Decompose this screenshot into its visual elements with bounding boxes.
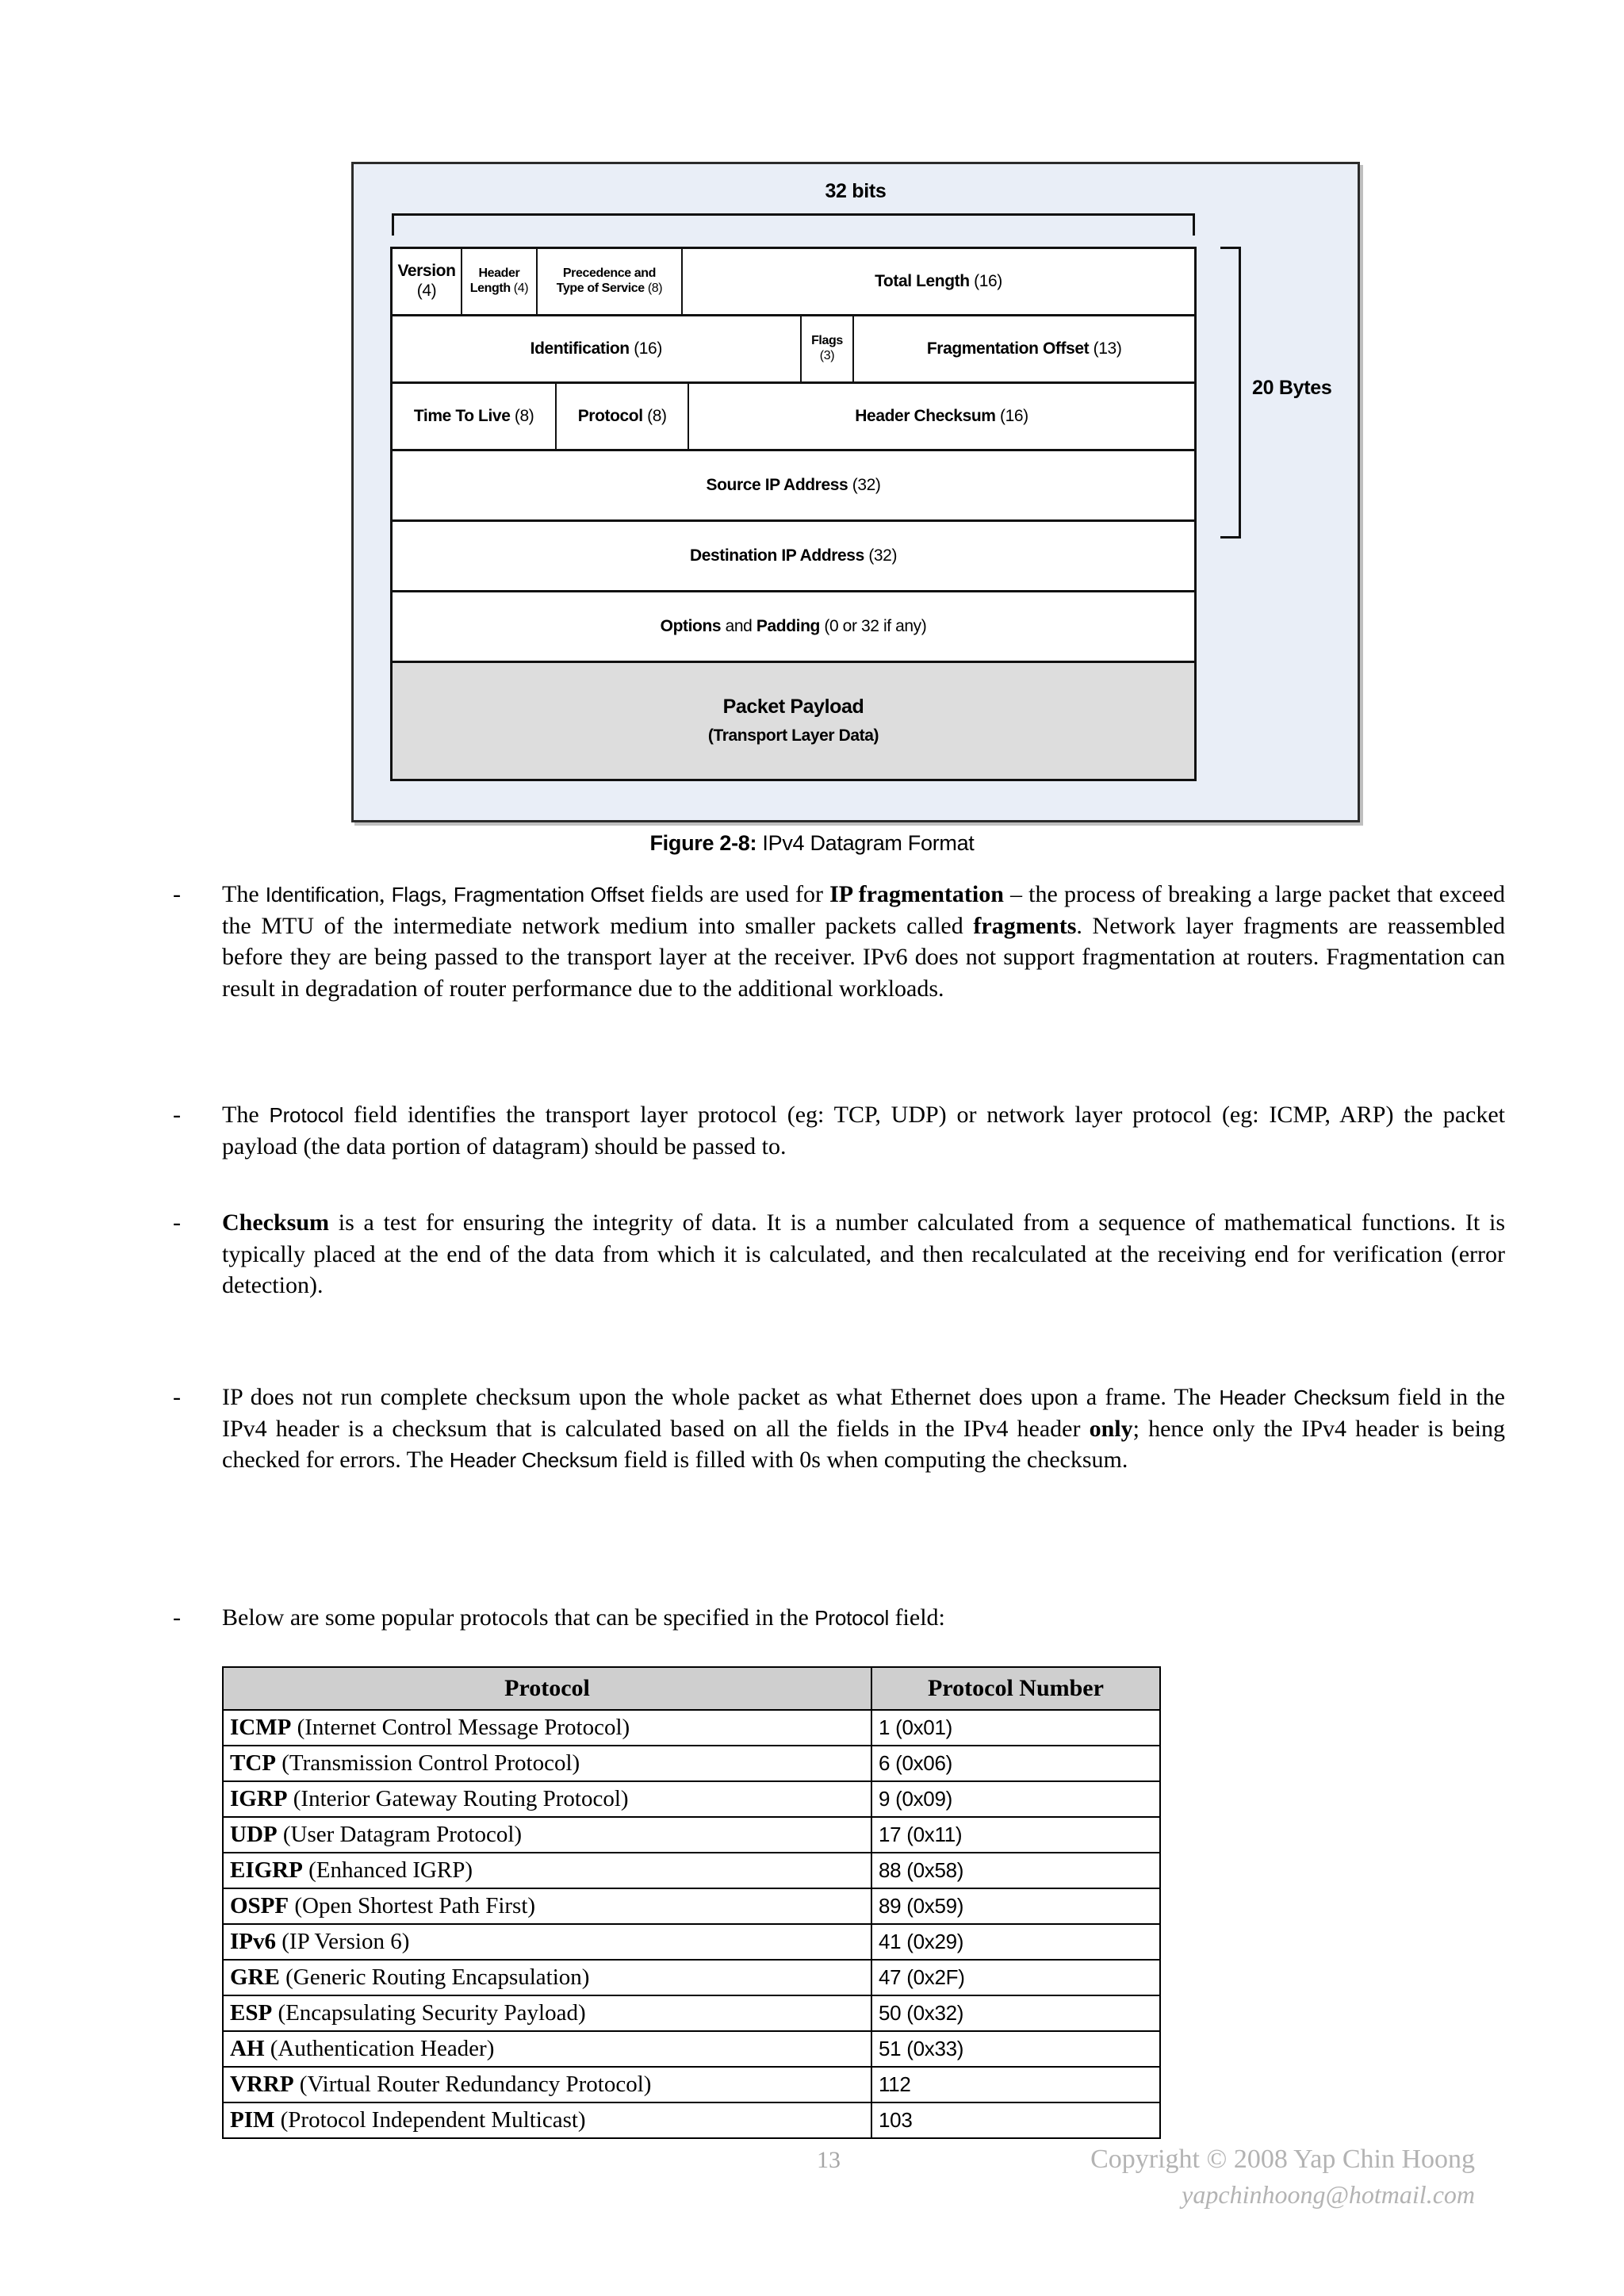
field-source-ip-bits: (32) (852, 475, 881, 494)
protocol-abbr: IGRP (230, 1786, 288, 1811)
field-protocol-bits: (8) (647, 406, 667, 425)
field-total-length-bits: (16) (974, 271, 1002, 290)
cell-protocol-number: 6 (0x06) (871, 1746, 1160, 1781)
field-header-length-bits: (4) (513, 282, 529, 295)
p1-field-flags: Flags (391, 883, 442, 907)
field-identification-bits: (16) (634, 339, 662, 358)
p1-seg1: The (222, 881, 266, 907)
p1-seg3: , (441, 881, 454, 907)
protocol-abbr: AH (230, 2036, 265, 2061)
protocol-abbr: ESP (230, 2000, 273, 2026)
field-fragoff-bits: (13) (1093, 339, 1122, 358)
cell-protocol-name (223, 1924, 871, 1960)
field-flags-bits: (3) (819, 349, 835, 362)
table-row (223, 1853, 1160, 1888)
protocol-abbr: OSPF (230, 1893, 289, 1918)
p4-seg1: IP does not run complete checksum upon the whole packet as what Ethernet does upon a frame. The (222, 1384, 1220, 1410)
cell-protocol-number: 41 (0x29) (871, 1924, 1160, 1960)
bullet-dash: - (173, 881, 181, 907)
field-tos-bits: (8) (647, 282, 663, 295)
protocol-abbr: IPv6 (230, 1929, 276, 1954)
protocol-expansion: (Internet Control Message Protocol) (291, 1715, 630, 1740)
bullet-dash: - (173, 1384, 181, 1410)
p5-seg1: Below are some popular protocols that can be specified in the (222, 1604, 815, 1631)
cell-protocol-name (223, 1817, 871, 1853)
protocol-abbr: UDP (230, 1822, 278, 1847)
width-bracket-32-bits (392, 213, 1195, 236)
figure-width-label: 32 bits (825, 180, 887, 202)
header-row-4 (390, 449, 1197, 519)
field-version-label: Version (397, 262, 456, 281)
bullet-item (173, 1207, 1505, 1301)
datagram-field-grid (390, 247, 1197, 781)
protocol-expansion: (Encapsulating Security Payload) (272, 2000, 586, 2026)
field-tos-line1: Precedence and (562, 266, 657, 281)
field-header-length-label-line2: Length (4) (469, 282, 529, 295)
field-packet-payload (393, 663, 1194, 779)
protocol-abbr: EIGRP (230, 1857, 303, 1883)
protocol-expansion: (IP Version 6) (276, 1929, 410, 1954)
field-padding-label: Padding (756, 616, 820, 635)
p2-field-protocol: Protocol (269, 1103, 344, 1127)
protocol-number-table (222, 1666, 1161, 2139)
protocol-expansion: (User Datagram Protocol) (277, 1822, 523, 1847)
ipv4-datagram-figure (351, 162, 1360, 822)
field-checksum-label: Header Checksum (855, 406, 996, 425)
cell-protocol-name (223, 1995, 871, 2031)
field-destination-ip-bits: (32) (868, 546, 898, 565)
protocol-expansion: (Protocol Independent Multicast) (274, 2107, 586, 2133)
cell-protocol-name (223, 1853, 871, 1888)
field-checksum-inline (855, 407, 1028, 427)
cell-protocol-number: 17 (0x11) (871, 1817, 1160, 1853)
table-row (223, 1781, 1160, 1817)
field-version (393, 249, 462, 314)
p1-field-fragoffset: Fragmentation Offset (453, 883, 645, 907)
p3-seg1: is a test for ensuring the integrity of data. It is a number calculated from a sequence of mathematical functions. It is typically placed at the end of the data from which it is calculated, and then recalculated at the receiving end for verification (error detection). (222, 1209, 1505, 1299)
bullet-dash: - (173, 1102, 181, 1128)
p5-seg2: field: (889, 1604, 945, 1631)
protocol-expansion: (Enhanced IGRP) (302, 1857, 473, 1883)
field-identification-label: Identification (530, 339, 630, 358)
field-protocol-label: Protocol (577, 406, 643, 425)
paragraph-protocol-field (173, 1099, 1505, 1192)
protocol-abbr: PIM (230, 2107, 275, 2133)
bullet-item (173, 1382, 1505, 1476)
field-tos-line2: Type of Service (8) (556, 282, 663, 295)
field-destination-ip-label: Destination IP Address (689, 546, 864, 565)
p5-field-protocol: Protocol (814, 1606, 890, 1630)
field-destination-ip-inline (690, 546, 897, 566)
p4-field-header-checksum-1: Header Checksum (1219, 1386, 1390, 1409)
p2-seg2: field identifies the transport layer protocol (eg: TCP, UDP) or network layer protocol (eg: ICMP, ARP) the packet payload (the data portion of datagram) should be passed to. (222, 1102, 1505, 1159)
author-email: yapchinhoong@hotmail.com (1182, 2179, 1475, 2209)
figure-height-label: 20 Bytes (1252, 377, 1332, 399)
table-row (223, 2102, 1160, 2138)
cell-protocol-number: 9 (0x09) (871, 1781, 1160, 1817)
bullet-item (173, 1602, 1505, 1634)
height-bracket-20-bytes (1220, 247, 1241, 539)
protocol-abbr: VRRP (230, 2072, 294, 2097)
figure-caption (0, 831, 1624, 856)
figure-caption-title: IPv4 Datagram Format (756, 831, 975, 855)
field-protocol (557, 384, 689, 449)
protocol-abbr: TCP (230, 1750, 276, 1776)
header-row-3 (390, 381, 1197, 449)
bullet-dash: - (173, 1604, 181, 1631)
table-row (223, 2031, 1160, 2067)
protocol-expansion: (Virtual Router Redundancy Protocol) (293, 2072, 652, 2097)
field-flags-label: Flags (811, 334, 843, 348)
field-header-length (462, 249, 538, 314)
bullet-item (173, 1099, 1505, 1162)
column-header-protocol-number: Protocol Number (871, 1667, 1160, 1710)
p1-bold-fragments: fragments (973, 912, 1077, 939)
field-time-to-live (393, 384, 557, 449)
p4-seg4: field is filled with 0s when computing the checksum. (618, 1447, 1128, 1474)
table-row (223, 1888, 1160, 1924)
cell-protocol-name (223, 2102, 871, 2138)
cell-protocol-name (223, 1781, 871, 1817)
field-packet-payload-label: Packet Payload (722, 695, 864, 718)
p1-field-identification: Identification (265, 883, 379, 907)
p4-bold-only: only (1089, 1415, 1133, 1442)
field-identification (393, 316, 802, 381)
cell-protocol-name (223, 2067, 871, 2102)
paragraph-header-checksum (173, 1382, 1505, 1506)
p2-seg1: The (222, 1102, 270, 1128)
bullet-dash: - (173, 1209, 181, 1236)
cell-protocol-name (223, 2031, 871, 2067)
p4-field-header-checksum-2: Header Checksum (449, 1448, 619, 1473)
protocol-expansion: (Interior Gateway Routing Protocol) (287, 1786, 629, 1811)
table-row (223, 1817, 1160, 1853)
field-ttl-bits: (8) (514, 406, 534, 425)
cell-protocol-number: 112 (871, 2067, 1160, 2102)
p1-seg2: , (378, 881, 392, 907)
field-options-inline (661, 617, 927, 637)
paragraph-ip-fragmentation (173, 879, 1505, 1034)
cell-protocol-number: 47 (0x2F) (871, 1960, 1160, 1995)
cell-protocol-name (223, 1746, 871, 1781)
table-row (223, 1995, 1160, 2031)
field-type-of-service (538, 249, 683, 314)
field-version-bits: (4) (416, 282, 437, 300)
table-row (223, 1960, 1160, 1995)
protocol-expansion: (Authentication Header) (264, 2036, 495, 2061)
table-row (223, 1746, 1160, 1781)
header-row-2 (390, 314, 1197, 381)
figure-caption-number: Figure 2-8: (649, 831, 757, 855)
table-header-row (223, 1667, 1160, 1710)
field-ttl-inline (414, 407, 534, 427)
cell-protocol-number: 1 (0x01) (871, 1710, 1160, 1746)
table-row (223, 2067, 1160, 2102)
table-row (223, 1710, 1160, 1746)
field-destination-ip-address (393, 522, 1194, 590)
protocol-abbr: GRE (230, 1964, 280, 1990)
p1-bold-ip-fragmentation: IP fragmentation (829, 881, 1004, 907)
field-options-joiner: and (721, 616, 756, 635)
field-protocol-inline (578, 407, 667, 427)
field-flags (802, 316, 855, 381)
cell-protocol-number: 51 (0x33) (871, 2031, 1160, 2067)
column-header-protocol: Protocol (223, 1667, 871, 1710)
paragraph-table-intro (173, 1602, 1505, 1664)
cell-protocol-number: 88 (0x58) (871, 1853, 1160, 1888)
field-total-length-label: Total Length (875, 271, 970, 290)
field-total-length (683, 249, 1194, 314)
table-row (223, 1924, 1160, 1960)
field-options-label: Options (660, 616, 722, 635)
field-fragoff-label: Fragmentation Offset (926, 339, 1090, 358)
header-row-5 (390, 519, 1197, 590)
protocol-expansion: (Generic Routing Encapsulation) (279, 1964, 590, 1990)
header-row-1 (390, 247, 1197, 314)
p1-seg4: fields are used for (644, 881, 830, 907)
bullet-item (173, 879, 1505, 1004)
field-fragmentation-offset (854, 316, 1194, 381)
copyright-notice (1090, 2141, 1475, 2212)
p4-seg3: ; hence only the IPv4 header is being checked for errors. The (222, 1415, 1505, 1474)
protocol-abbr: ICMP (230, 1715, 292, 1740)
field-header-checksum (689, 384, 1194, 449)
protocol-expansion: (Open Shortest Path First) (289, 1893, 536, 1918)
cell-protocol-name (223, 1960, 871, 1995)
field-checksum-bits: (16) (999, 406, 1028, 425)
cell-protocol-name (223, 1888, 871, 1924)
p4-seg2: field in the IPv4 header is a checksum that is calculated based on all the fields in the IPv4 header (222, 1384, 1505, 1442)
header-row-6 (390, 590, 1197, 661)
payload-row (390, 661, 1197, 781)
field-identification-inline (530, 339, 662, 359)
field-fragoff-inline (927, 339, 1122, 359)
field-source-ip-address (393, 451, 1194, 519)
copyright-line: Copyright © 2008 Yap Chin Hoong (1090, 2145, 1475, 2174)
p3-bold-checksum: Checksum (222, 1209, 330, 1236)
p1-seg5: – the process of breaking a large packet that exceed the MTU of the intermediate network medium into smaller packets called (222, 881, 1506, 939)
field-total-length-inline (875, 272, 1002, 292)
field-header-length-label-line1: Header (478, 266, 520, 281)
field-options-padding (393, 592, 1194, 661)
field-packet-payload-sublabel: (Transport Layer Data) (707, 726, 879, 746)
page-number: 13 (817, 2147, 841, 2173)
field-source-ip-inline (707, 476, 881, 496)
cell-protocol-number: 103 (871, 2102, 1160, 2138)
cell-protocol-number: 89 (0x59) (871, 1888, 1160, 1924)
p1-seg6: . Network layer fragments are reassembled before they are being passed to the transport layer at the receiver. IPv6 does not support fragmentation at routers. Fragmentation can result in degradation of router performance due to the additional workloads. (222, 912, 1505, 1002)
cell-protocol-number: 50 (0x32) (871, 1995, 1160, 2031)
field-options-bits: (0 or 32 if any) (824, 616, 927, 635)
protocol-expansion: (Transmission Control Protocol) (276, 1750, 580, 1776)
paragraph-checksum (173, 1207, 1505, 1332)
field-ttl-label: Time To Live (413, 406, 511, 425)
cell-protocol-name (223, 1710, 871, 1746)
field-source-ip-label: Source IP Address (706, 475, 848, 494)
